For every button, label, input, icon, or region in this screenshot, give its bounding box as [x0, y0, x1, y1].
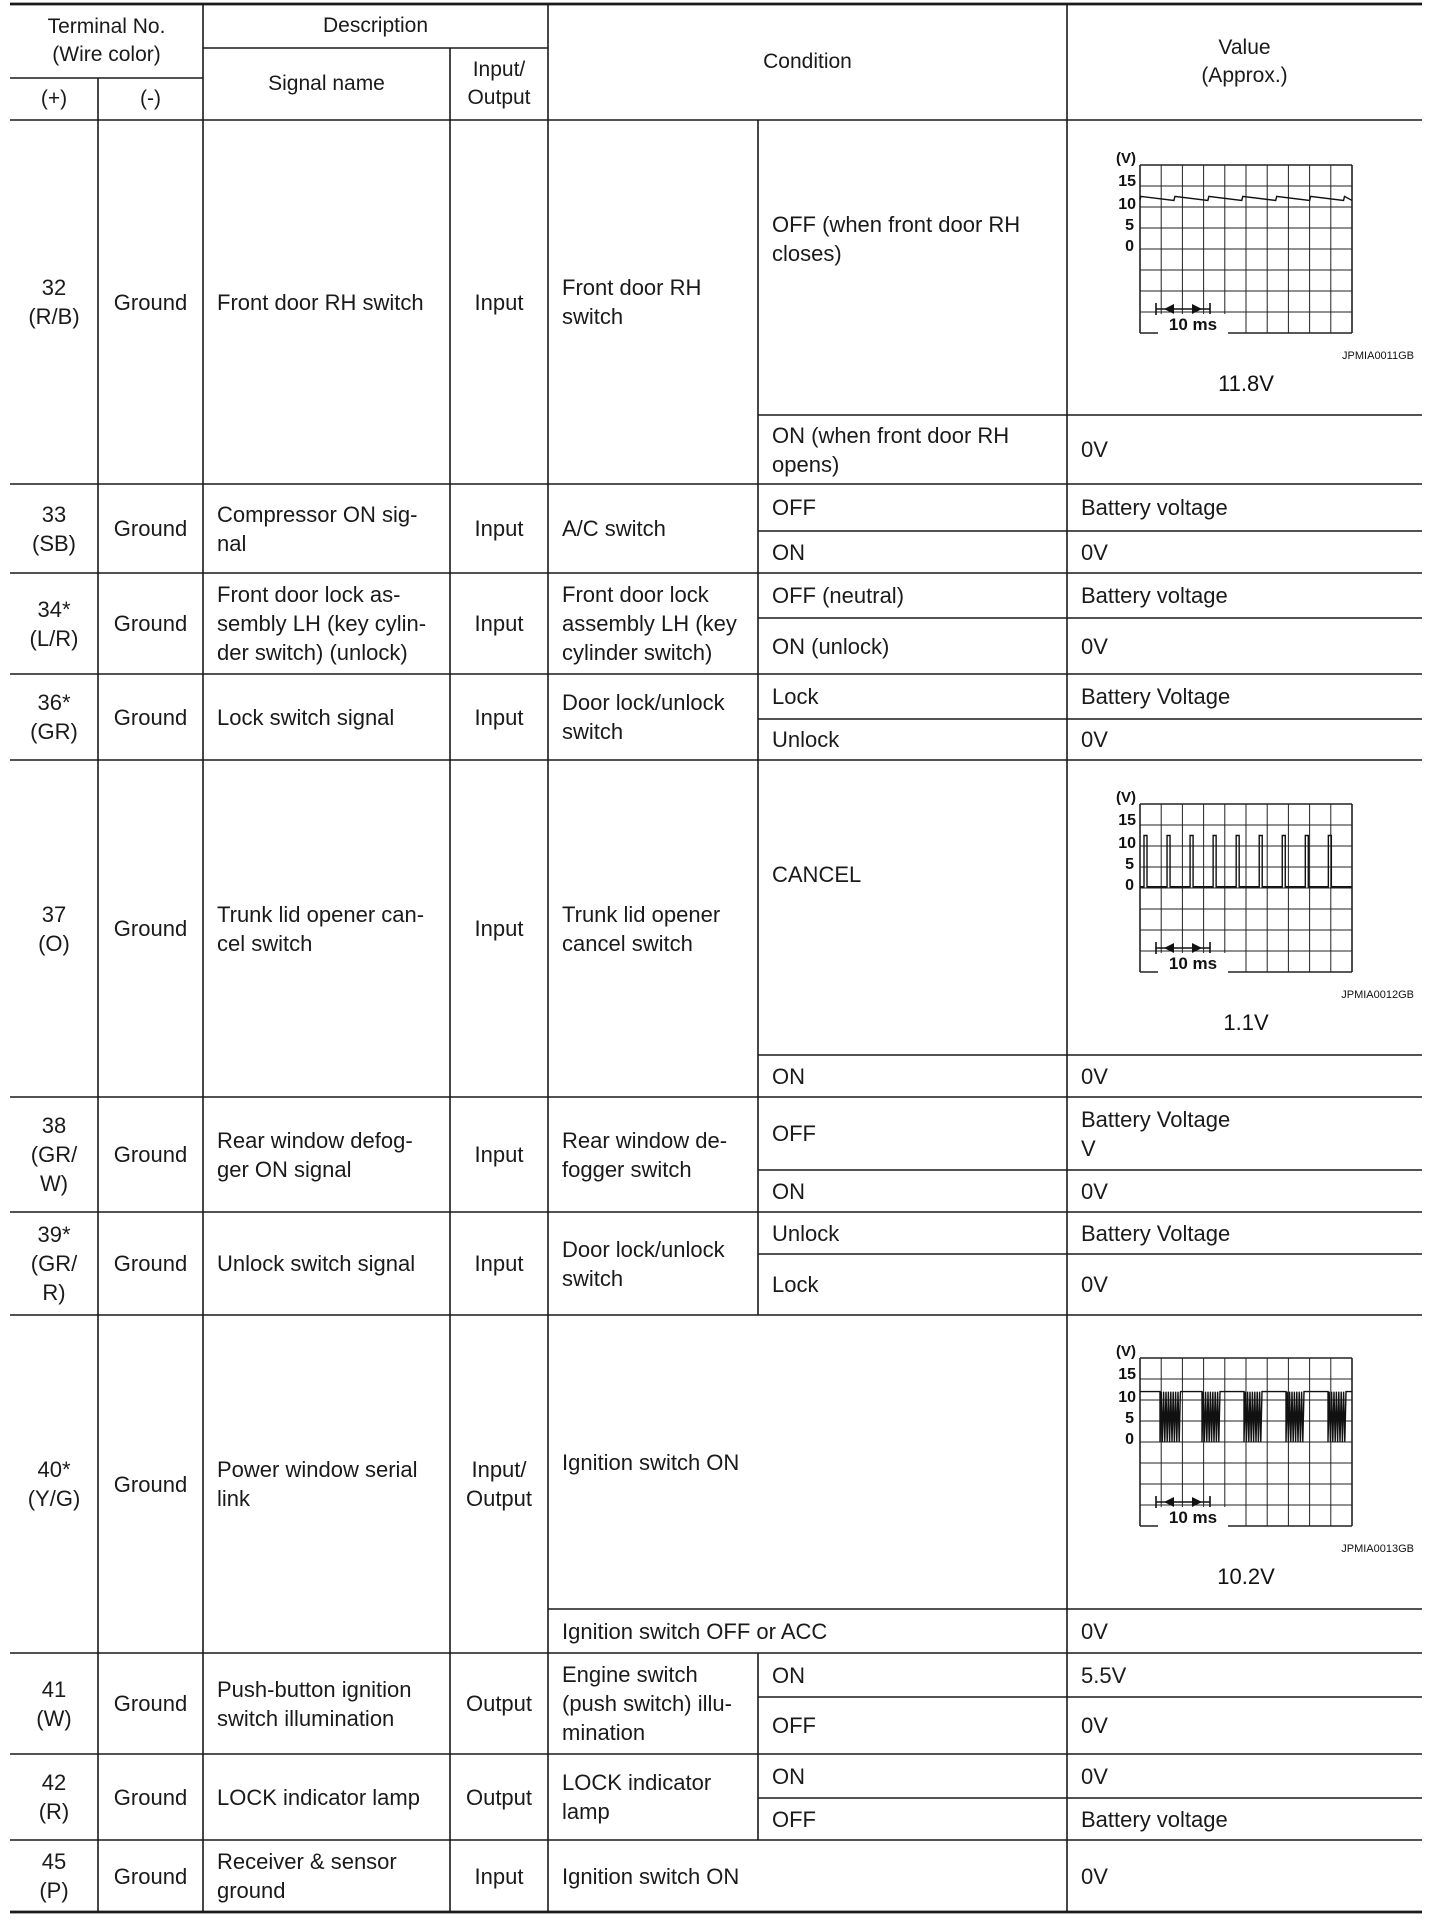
- value: 5.5V: [1081, 1662, 1127, 1688]
- ground-label: Ground: [113, 916, 188, 941]
- terminal-number: 37 (O): [38, 901, 70, 956]
- condition-state: Ignition switch ON: [562, 1449, 740, 1475]
- ground-label: Ground: [113, 1691, 188, 1716]
- input-output: Input: [474, 516, 524, 541]
- condition-state: OFF: [772, 1713, 816, 1738]
- condition-state: ON (unlock): [772, 633, 890, 659]
- terminal-table: [10, 0, 1422, 1924]
- condition-state: Lock: [772, 684, 819, 709]
- scope-axis-label: 15: [1118, 173, 1136, 190]
- signal-name: Trunk lid opener can- cel switch: [217, 901, 425, 956]
- condition-state: OFF: [772, 1121, 816, 1146]
- waveform-value: 1.1V: [1223, 1010, 1269, 1034]
- signal-name: Front door RH switch: [217, 289, 424, 315]
- input-output: Input: [474, 704, 524, 730]
- scope-axis-label: 15: [1118, 1366, 1136, 1383]
- condition-state: ON: [772, 1763, 805, 1789]
- condition: Rear window de- fogger switch: [562, 1127, 728, 1182]
- terminal-number: 42 (R): [38, 1770, 70, 1824]
- waveform-figure: [1068, 135, 1422, 395]
- ground-label: Ground: [113, 704, 188, 730]
- condition: Engine switch (push switch) illu- mination: [562, 1662, 732, 1745]
- scope-axis-label: 10: [1118, 196, 1136, 213]
- condition: Trunk lid opener cancel switch: [562, 901, 721, 956]
- condition: Door lock/unlock switch: [562, 1236, 725, 1291]
- ground-label: Ground: [113, 1471, 188, 1497]
- value: Battery Voltage: [1081, 684, 1231, 709]
- time-scale-label: 10 ms: [1168, 1508, 1218, 1527]
- value: 0V: [1081, 539, 1108, 565]
- scope-axis-label: (V): [1116, 789, 1136, 806]
- condition: Ignition switch ON: [562, 1863, 740, 1889]
- condition-state: Unlock: [772, 1220, 840, 1246]
- header-condition: Condition: [763, 50, 852, 73]
- figure-id: JPMIA0013GB: [1341, 1543, 1414, 1555]
- oscilloscope-waveform-chart: [1068, 774, 1422, 1034]
- header-signal-name: Signal name: [268, 72, 385, 95]
- value: 0V: [1081, 727, 1108, 752]
- scope-axis-label: 0: [1125, 1431, 1134, 1448]
- condition-state: OFF: [772, 1806, 816, 1832]
- condition-state: Ignition switch OFF or ACC: [562, 1618, 828, 1644]
- condition-state: ON (when front door RH opens): [772, 422, 1010, 477]
- input-output: Input: [474, 916, 524, 941]
- value: 0V: [1081, 1763, 1108, 1789]
- waveform-figure: [1068, 774, 1422, 1034]
- input-output: Input: [474, 611, 524, 636]
- ground-label: Ground: [113, 1142, 188, 1167]
- input-output: Input: [474, 1251, 524, 1276]
- figure-id: JPMIA0011GB: [1342, 350, 1414, 362]
- condition-state: ON: [772, 1063, 805, 1089]
- terminal-number: 40* (Y/G): [27, 1457, 81, 1511]
- header-value: Value (Approx.): [1201, 36, 1288, 87]
- value: Battery voltage: [1081, 495, 1228, 520]
- condition-state: ON: [772, 539, 805, 565]
- waveform-trace: [1140, 1392, 1352, 1442]
- condition-state: Unlock: [772, 727, 840, 752]
- value: Battery Voltage V: [1081, 1106, 1231, 1161]
- condition: Door lock/unlock switch: [562, 690, 725, 744]
- header-minus: (-): [140, 87, 161, 110]
- value: 0V: [1081, 1178, 1108, 1204]
- condition-state: OFF: [772, 495, 816, 520]
- input-output: Input: [474, 1142, 524, 1167]
- value: 0V: [1081, 1863, 1108, 1889]
- condition-state: ON: [772, 1178, 805, 1204]
- scope-axis-label: 15: [1118, 812, 1136, 829]
- input-output: Output: [465, 1691, 533, 1716]
- ground-label: Ground: [113, 1784, 188, 1810]
- condition-state: OFF (when front door RH closes): [772, 212, 1021, 266]
- value: 0V: [1081, 1063, 1108, 1089]
- scope-axis-label: (V): [1116, 150, 1136, 167]
- time-scale-label: 10 ms: [1168, 954, 1218, 973]
- scope-axis-label: 5: [1125, 856, 1134, 873]
- header-terminal-no: Terminal No. (Wire color): [47, 15, 166, 66]
- signal-name: Front door lock as- sembly LH (key cylin- der switch) (unlock): [217, 582, 427, 665]
- input-output: Input/ Output: [465, 1457, 533, 1511]
- signal-name: Rear window defog- ger ON signal: [217, 1127, 413, 1182]
- condition: LOCK indicator lamp: [562, 1770, 712, 1824]
- scope-axis-label: 5: [1125, 1410, 1134, 1427]
- value: 0V: [1081, 1618, 1108, 1644]
- scope-axis-label: 0: [1125, 238, 1134, 255]
- scope-axis-label: 0: [1125, 877, 1134, 894]
- condition: Front door lock assembly LH (key cylinder switch): [562, 582, 737, 665]
- ground-label: Ground: [113, 516, 188, 541]
- signal-name: Lock switch signal: [217, 704, 395, 730]
- condition-state: CANCEL: [772, 862, 862, 887]
- input-output: Input: [474, 289, 524, 315]
- oscilloscope-waveform-chart: [1068, 135, 1422, 395]
- header-plus: (+): [40, 87, 68, 110]
- ground-label: Ground: [113, 611, 188, 636]
- header-input-output: Input/ Output: [467, 58, 531, 109]
- signal-name: LOCK indicator lamp: [217, 1784, 420, 1810]
- terminal-number: 41 (W): [36, 1676, 72, 1731]
- condition: Front door RH switch: [562, 275, 702, 329]
- terminal-number: 39* (GR/ R): [30, 1222, 78, 1305]
- time-scale-label: 10 ms: [1168, 315, 1218, 334]
- condition-state: ON: [772, 1662, 805, 1688]
- terminal-number: 36* (GR): [30, 690, 78, 744]
- scope-axis-label: 10: [1118, 835, 1136, 852]
- condition-state: Lock: [772, 1272, 819, 1297]
- condition: A/C switch: [562, 516, 666, 541]
- terminal-number: 34* (L/R): [29, 596, 79, 651]
- terminal-number: 32 (R/B): [28, 275, 80, 329]
- condition-state: OFF (neutral): [772, 583, 905, 608]
- signal-name: Compressor ON sig- nal: [217, 501, 418, 556]
- ground-label: Ground: [113, 1251, 188, 1276]
- value: 0V: [1081, 437, 1108, 462]
- scope-axis-label: 10: [1118, 1389, 1136, 1406]
- scope-axis-label: 5: [1125, 217, 1134, 234]
- figure-id: JPMIA0012GB: [1341, 989, 1414, 1001]
- value: 0V: [1081, 633, 1108, 659]
- value: 0V: [1081, 1272, 1108, 1297]
- input-output: Input: [474, 1863, 524, 1889]
- ground-label: Ground: [113, 1863, 188, 1889]
- input-output: Output: [465, 1784, 533, 1810]
- signal-name: Unlock switch signal: [217, 1251, 416, 1276]
- value: Battery Voltage: [1081, 1220, 1231, 1246]
- header-description: Description: [322, 14, 429, 37]
- waveform-value: 10.2V: [1217, 1564, 1275, 1588]
- value: Battery voltage: [1081, 583, 1228, 608]
- waveform-figure: [1068, 1328, 1422, 1588]
- terminal-number: 45 (P): [39, 1849, 69, 1903]
- value: Battery voltage: [1081, 1806, 1228, 1832]
- terminal-number: 38 (GR/ W): [30, 1113, 78, 1196]
- value: 0V: [1081, 1713, 1108, 1738]
- signal-name: Receiver & sensor ground: [217, 1849, 397, 1903]
- terminal-number: 33 (SB): [32, 501, 76, 556]
- ground-label: Ground: [113, 289, 188, 315]
- waveform-value: 11.8V: [1218, 371, 1274, 395]
- signal-name: Power window serial link: [217, 1457, 418, 1511]
- scope-axis-label: (V): [1116, 1343, 1136, 1360]
- signal-name: Push-button ignition switch illumination: [217, 1676, 412, 1731]
- oscilloscope-waveform-chart: [1068, 1328, 1422, 1588]
